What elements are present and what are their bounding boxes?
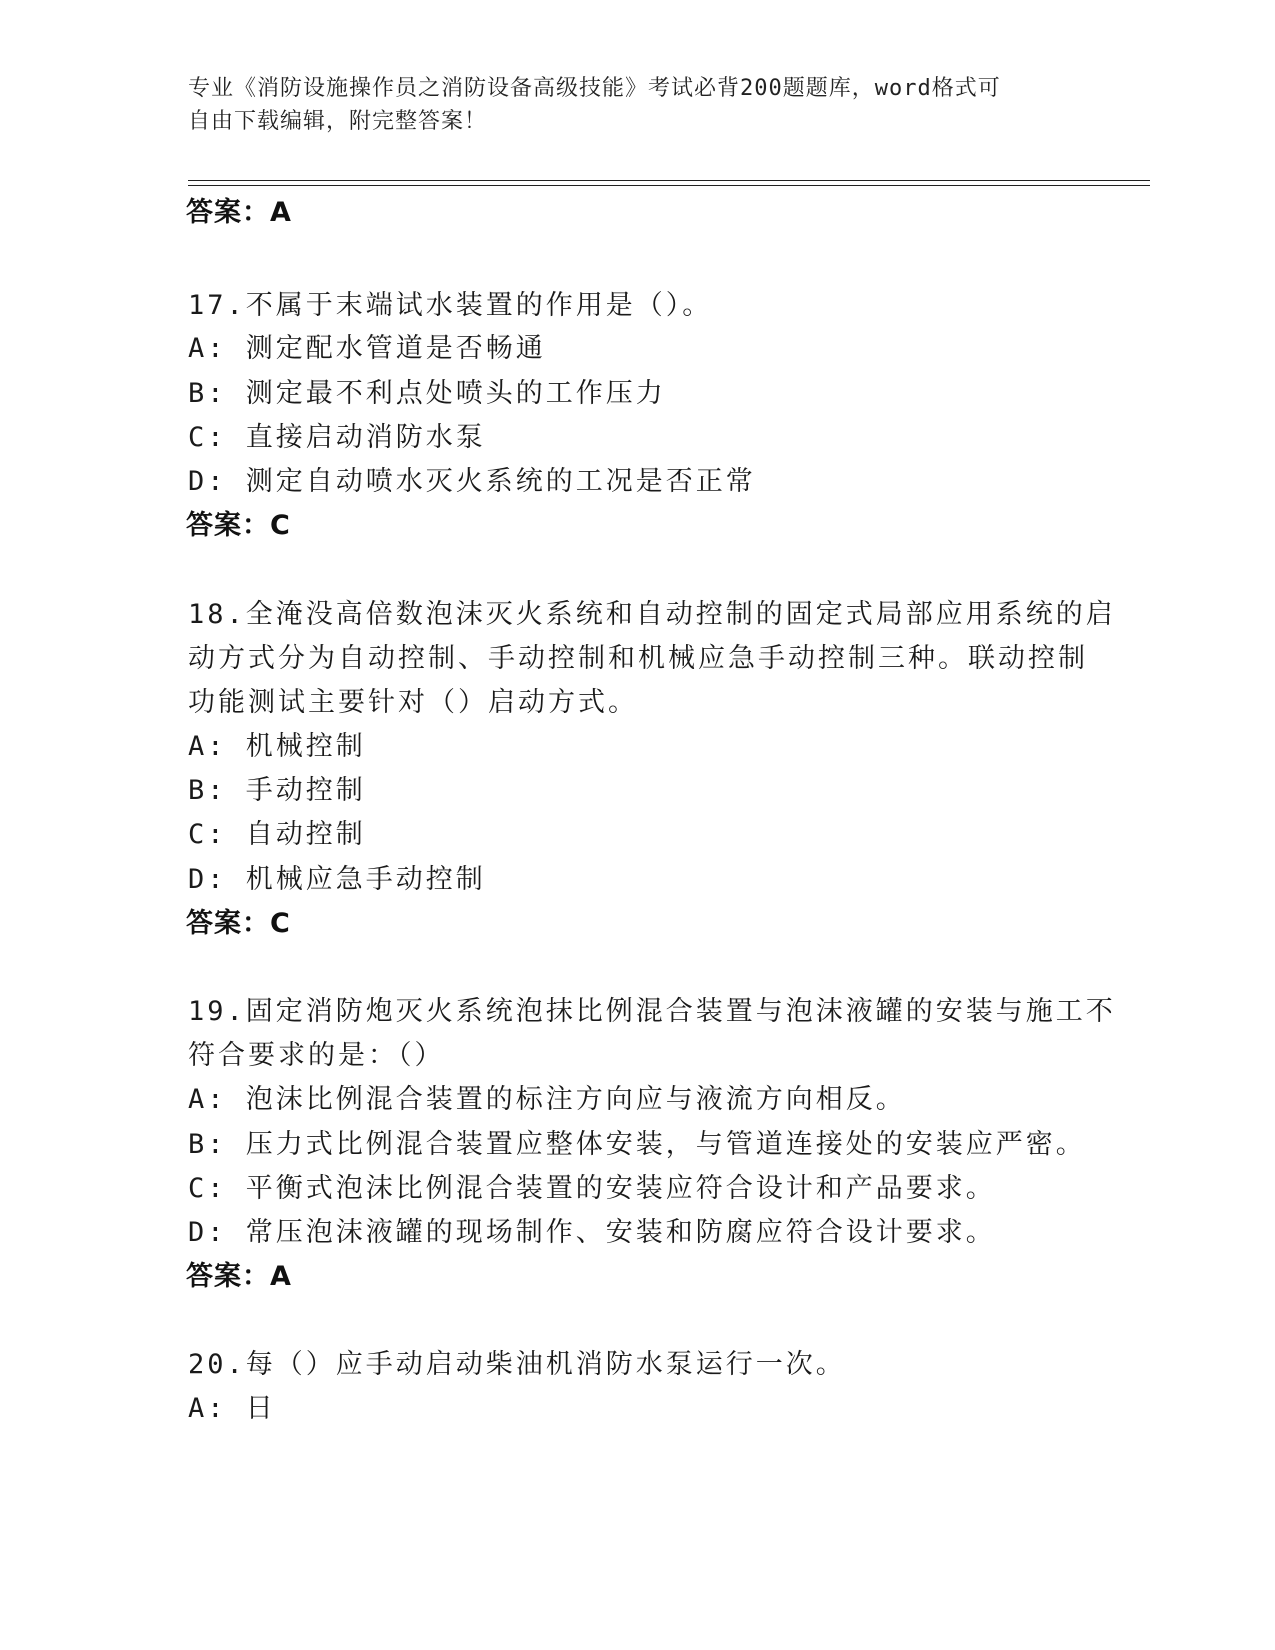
question-17-stem: 17.不属于末端试水装置的作用是（）。	[188, 290, 713, 321]
answer-previous: 答案：A	[186, 197, 292, 228]
question-19-option-a: A: 泡沫比例混合装置的标注方向应与液流方向相反。	[188, 1084, 906, 1115]
question-18-option-c: C: 自动控制	[188, 819, 366, 850]
question-18-stem-line-3: 功能测试主要针对（）启动方式。	[188, 687, 638, 718]
question-17-option-c: C: 直接启动消防水泵	[188, 422, 486, 453]
question-19-answer: 答案：A	[186, 1261, 292, 1292]
question-17-answer: 答案：C	[186, 510, 291, 541]
header-divider-bottom	[188, 185, 1150, 186]
question-20-option-a: A: 日	[188, 1393, 276, 1424]
question-20-stem: 20.每（）应手动启动柴油机消防水泵运行一次。	[188, 1349, 846, 1380]
question-19-option-d: D: 常压泡沫液罐的现场制作、安装和防腐应符合设计要求。	[188, 1217, 996, 1248]
question-18-stem-line-2: 动方式分为自动控制、手动控制和机械应急手动控制三种。联动控制	[188, 643, 1088, 674]
header-line-2: 自由下载编辑，附完整答案！	[188, 109, 488, 134]
question-19-option-b: B: 压力式比例混合装置应整体安装，与管道连接处的安装应严密。	[188, 1129, 1086, 1160]
question-18-option-b: B: 手动控制	[188, 775, 366, 806]
question-19-option-c: C: 平衡式泡沫比例混合装置的安装应符合设计和产品要求。	[188, 1173, 996, 1204]
question-18-option-d: D: 机械应急手动控制	[188, 864, 486, 895]
question-17-option-a: A: 测定配水管道是否畅通	[188, 333, 546, 364]
question-18-stem-line-1: 18.全淹没高倍数泡沫灭火系统和自动控制的固定式局部应用系统的启	[188, 599, 1116, 630]
question-18-answer: 答案：C	[186, 908, 291, 939]
document-header	[188, 72, 1068, 138]
header-line-1: 专业《消防设施操作员之消防设备高级技能》考试必背200题题库，word格式可	[188, 76, 1001, 101]
question-19-stem-line-2: 符合要求的是：（）	[188, 1040, 445, 1071]
question-17-option-d: D: 测定自动喷水灭火系统的工况是否正常	[188, 466, 756, 497]
header-divider-top	[188, 180, 1150, 181]
question-17-option-b: B: 测定最不利点处喷头的工作压力	[188, 378, 666, 409]
question-18-option-a: A: 机械控制	[188, 731, 366, 762]
question-19-stem-line-1: 19.固定消防炮灭火系统泡抹比例混合装置与泡沫液罐的安装与施工不	[188, 996, 1116, 1027]
